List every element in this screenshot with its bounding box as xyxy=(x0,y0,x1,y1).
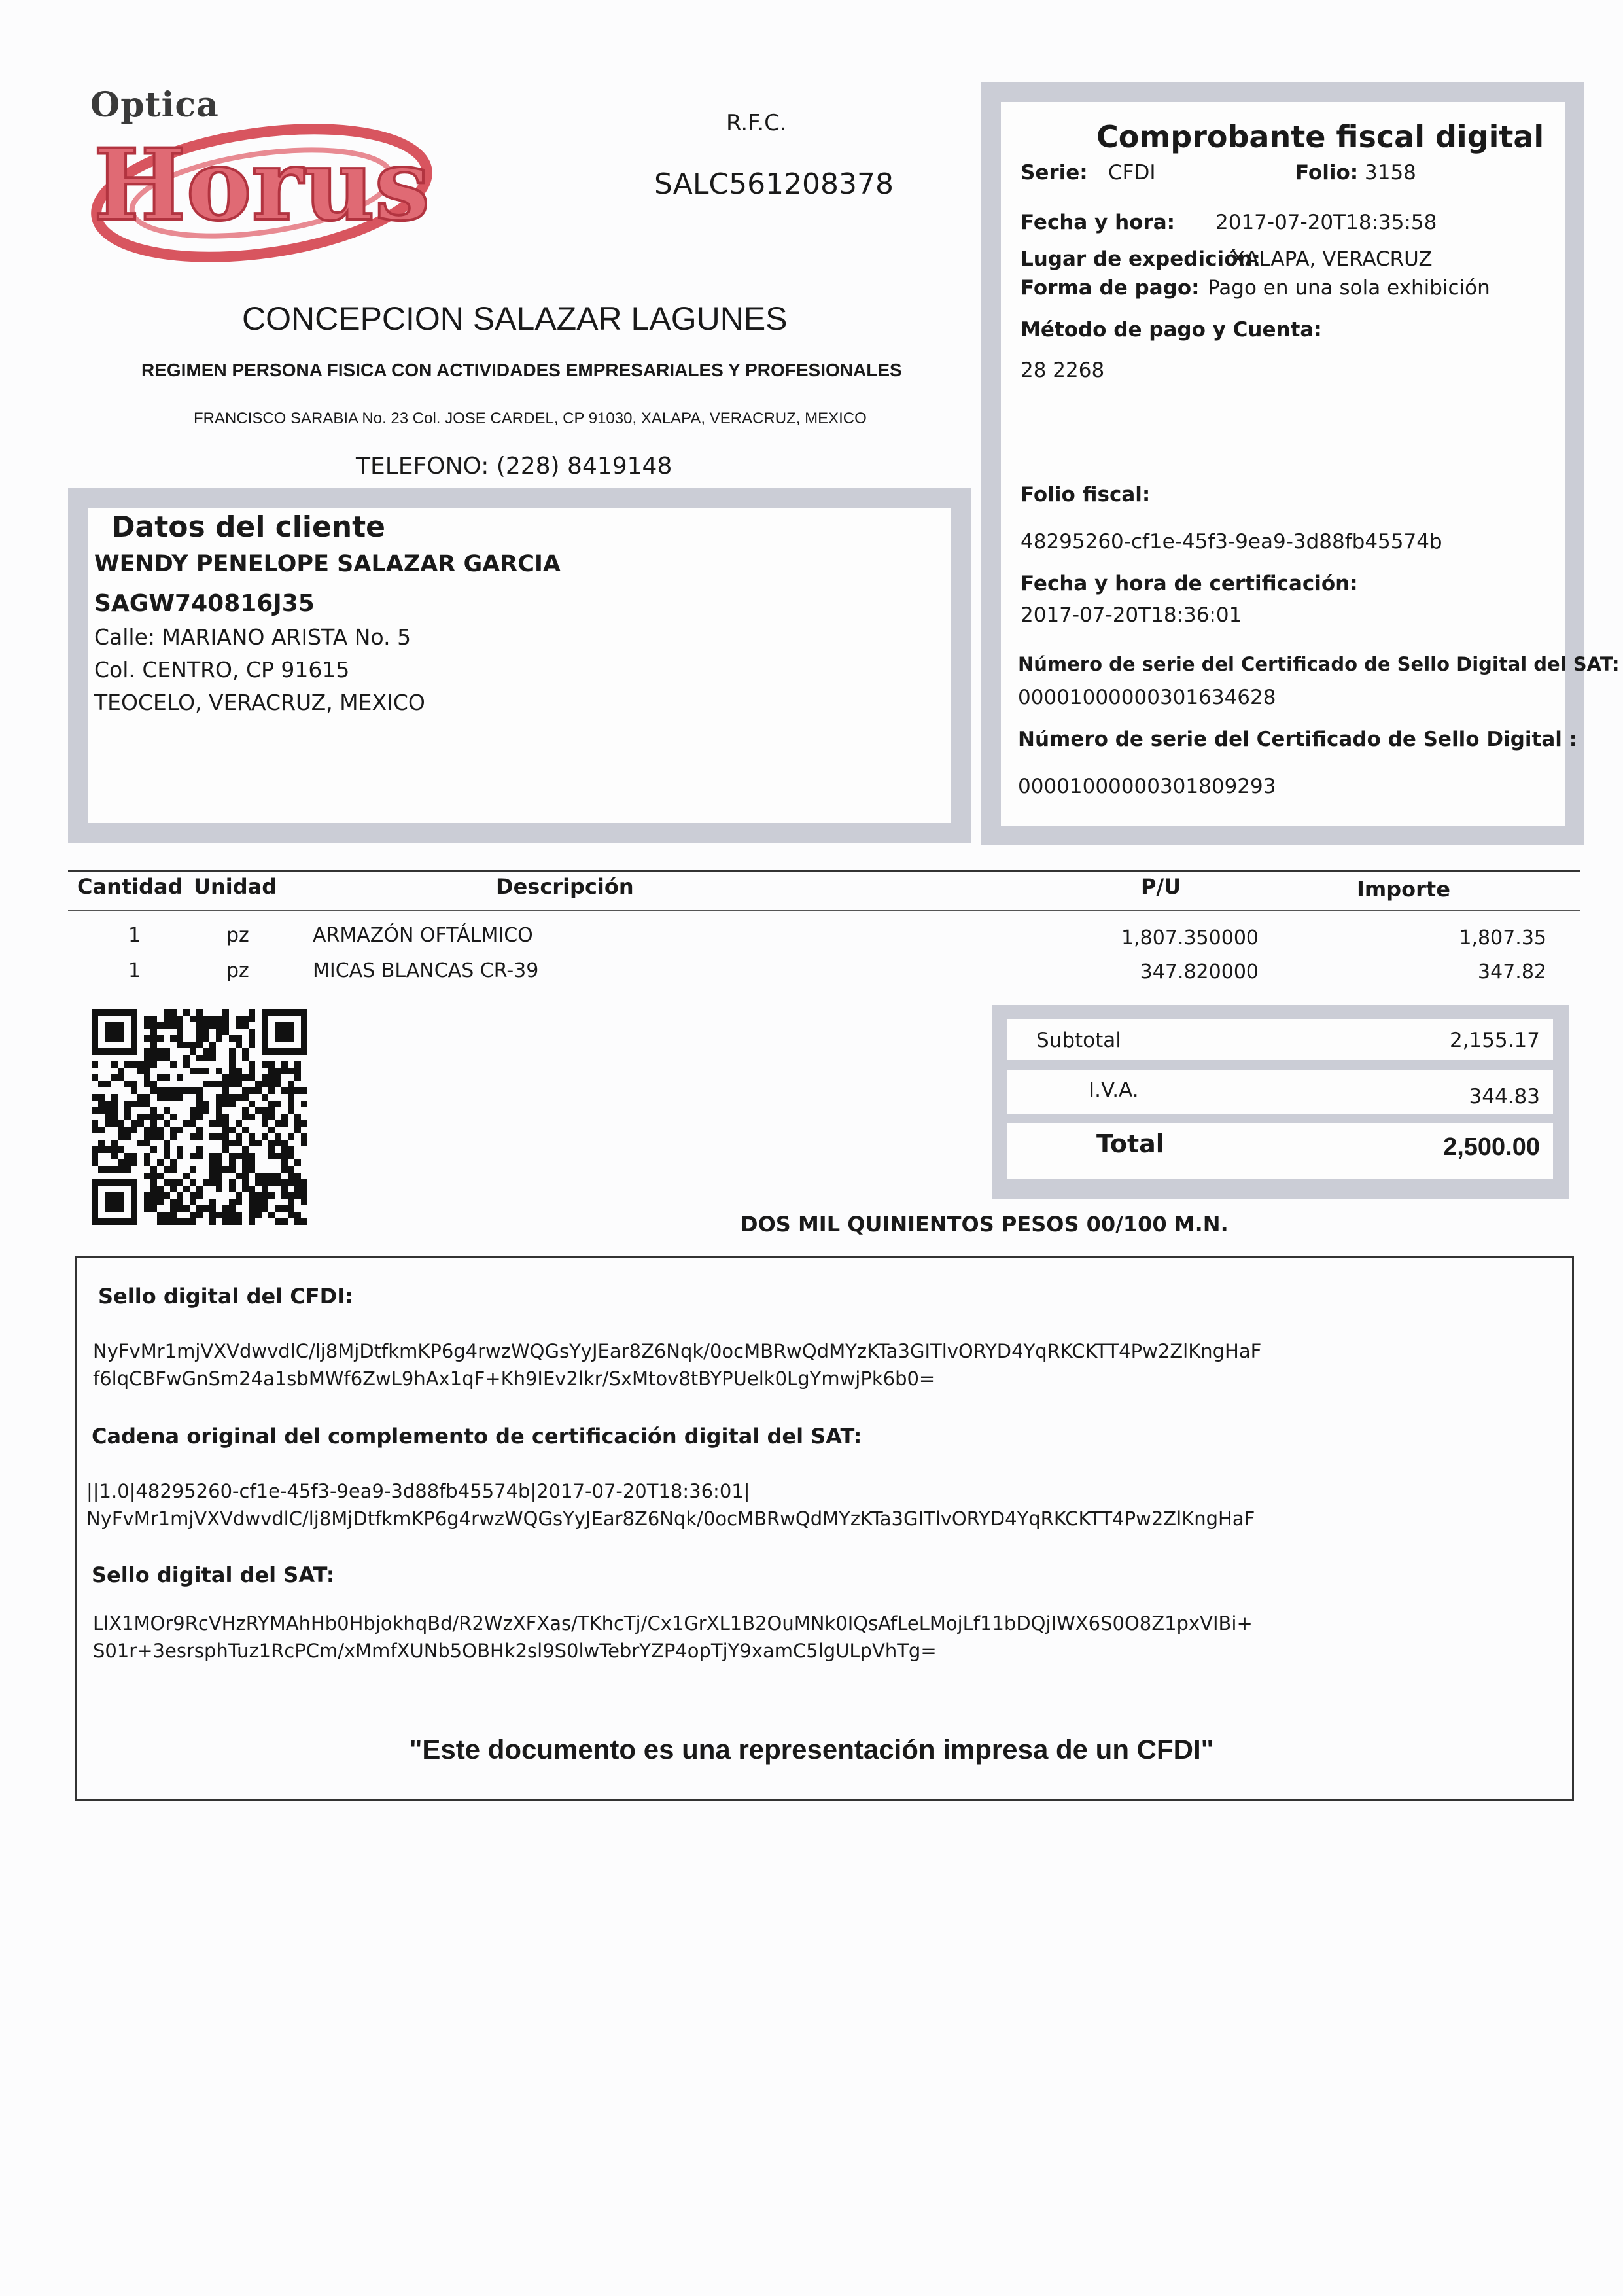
cadena-line2: NyFvMr1mjVXVdwvdlC/lj8MjDtfkmKP6g4rwzWQGsYyJEar8Z6Nqk/0ocMBRwQdMYzKTa3GITlvORYD4YqRKCKTT4Pw2ZlKngHaF xyxy=(86,1508,1255,1530)
total-row xyxy=(1007,1123,1553,1179)
iva-row xyxy=(1007,1070,1553,1114)
sello-sat-label: Sello digital del SAT: xyxy=(92,1563,335,1587)
folio-label: Folio: xyxy=(1295,161,1359,185)
forma-value: Pago en una sola exhibición xyxy=(1208,276,1490,300)
col-importe: Importe xyxy=(1357,877,1450,902)
metodo-label: Método de pago y Cuenta: xyxy=(1021,318,1322,342)
col-pu: P/U xyxy=(1141,874,1181,899)
row1-cantidad: 1 xyxy=(128,924,141,947)
row1-pu: 1,807.350000 xyxy=(1121,927,1259,949)
col-cantidad: Cantidad xyxy=(77,874,183,899)
items-top-rule xyxy=(68,870,1580,872)
lugar-value: XALAPA, VERACRUZ xyxy=(1231,247,1433,271)
col-descripcion: Descripción xyxy=(496,874,634,899)
forma-label: Forma de pago: xyxy=(1021,276,1200,300)
totals-box xyxy=(992,1005,1569,1199)
logo-optica-text: Optica xyxy=(90,85,219,125)
cert-fecha-label: Fecha y hora de certificación: xyxy=(1021,572,1358,595)
row1-importe: 1,807.35 xyxy=(1459,927,1546,949)
cert-label: Número de serie del Certificado de Sello Digital : xyxy=(1018,728,1578,751)
client-colony: Col. CENTRO, CP 91615 xyxy=(94,657,350,682)
logo-horus-graphic xyxy=(79,105,445,281)
subtotal-value: 2,155.17 xyxy=(1449,1029,1540,1052)
cert-fecha-value: 2017-07-20T18:36:01 xyxy=(1021,603,1242,627)
fecha-value: 2017-07-20T18:35:58 xyxy=(1215,211,1437,234)
row1-descripcion: ARMAZÓN OFTÁLMICO xyxy=(313,924,533,947)
fiscal-title: Comprobante fiscal digital xyxy=(1096,119,1544,154)
total-label: Total xyxy=(1096,1129,1164,1158)
subtotal-label: Subtotal xyxy=(1036,1029,1121,1052)
col-unidad: Unidad xyxy=(194,874,277,899)
items-bottom-rule xyxy=(68,910,1580,911)
folio-fiscal-label: Folio fiscal: xyxy=(1021,483,1151,506)
sello-cfdi-line1: NyFvMr1mjVXVdwvdlC/lj8MjDtfkmKP6g4rwzWQGsYyJEar8Z6Nqk/0ocMBRwQdMYzKTa3GITlvORYD4YqRKCKTT4Pw2ZlKngHaF xyxy=(93,1340,1262,1362)
lugar-label: Lugar de expedición: xyxy=(1021,247,1261,271)
client-title: Datos del cliente xyxy=(111,510,386,544)
row2-descripcion: MICAS BLANCAS CR-39 xyxy=(313,959,539,982)
sello-cfdi-line2: f6lqCBFwGnSm24a1sbMWf6ZwL9hAx1qF+Kh9IEv2lkr/SxMtov8tBYPUelk0LgYmwjPk6b0= xyxy=(93,1368,935,1390)
serie-label: Serie: xyxy=(1021,161,1088,185)
issuer-regimen: REGIMEN PERSONA FISICA CON ACTIVIDADES EMPRESARIALES Y PROFESIONALES xyxy=(141,360,902,380)
sat-cert-label: Número de serie del Certificado de Sello Digital del SAT: xyxy=(1018,653,1620,675)
sello-cfdi-label: Sello digital del CFDI: xyxy=(98,1284,353,1309)
client-rfc: SAGW740816J35 xyxy=(94,590,315,617)
row2-importe: 347.82 xyxy=(1478,961,1546,983)
issuer-name: CONCEPCION SALAZAR LAGUNES xyxy=(242,300,788,337)
iva-value: 344.83 xyxy=(1469,1085,1540,1108)
cadena-label: Cadena original del complemento de certificación digital del SAT: xyxy=(92,1424,862,1449)
folio-value: 3158 xyxy=(1365,161,1416,185)
svg-text:Horus: Horus xyxy=(93,128,430,243)
sello-sat-line2: S01r+3esrsphTuz1RcPCm/xMmfXUNb5OBHk2sl9S0lwTebrYZP4opTjY9xamC5lgULpVhTg= xyxy=(93,1640,937,1662)
issuer-rfc: SALC561208378 xyxy=(654,168,894,201)
client-city: TEOCELO, VERACRUZ, MEXICO xyxy=(94,690,425,715)
folio-fiscal-value: 48295260-cf1e-45f3-9ea9-3d88fb45574b xyxy=(1021,530,1442,554)
issuer-address: FRANCISCO SARABIA No. 23 Col. JOSE CARDEL, CP 91030, XALAPA, VERACRUZ, MEXICO xyxy=(194,410,867,427)
total-in-words: DOS MIL QUINIENTOS PESOS 00/100 M.N. xyxy=(741,1212,1229,1237)
issuer-telefono: TELEFONO: (228) 8419148 xyxy=(356,453,672,480)
row1-unidad: pz xyxy=(226,924,249,947)
fecha-label: Fecha y hora: xyxy=(1021,211,1176,234)
subtotal-row xyxy=(1007,1019,1553,1060)
rfc-label: R.F.C. xyxy=(726,110,787,136)
qr-code xyxy=(92,1009,307,1225)
sello-sat-line1: LlX1MOr9RcVHzRYMAhHb0HbjokhqBd/R2WzXFXas/TKhcTj/Cx1GrXL1B2OuMNk0IQsAfLeLMojLf11bDQjIWX6S0O8Z1pxVIBi+ xyxy=(93,1612,1253,1634)
cert-value: 00001000000301809293 xyxy=(1018,775,1276,798)
company-logo xyxy=(79,85,445,281)
client-street: Calle: MARIANO ARISTA No. 5 xyxy=(94,624,411,650)
row2-cantidad: 1 xyxy=(128,959,141,982)
sat-cert-value: 00001000000301634628 xyxy=(1018,686,1276,709)
metodo-value: 28 2268 xyxy=(1021,359,1105,382)
total-value: 2,500.00 xyxy=(1443,1133,1540,1161)
cfdi-representation-note: "Este documento es una representación impresa de un CFDI" xyxy=(409,1734,1214,1765)
cadena-line1: ||1.0|48295260-cf1e-45f3-9ea9-3d88fb45574b|2017-07-20T18:36:01| xyxy=(86,1480,750,1502)
row2-unidad: pz xyxy=(226,959,249,982)
iva-label: I.V.A. xyxy=(1089,1078,1139,1102)
row2-pu: 347.820000 xyxy=(1140,961,1259,983)
serie-value: CFDI xyxy=(1108,161,1156,185)
client-name: WENDY PENELOPE SALAZAR GARCIA xyxy=(94,551,561,577)
